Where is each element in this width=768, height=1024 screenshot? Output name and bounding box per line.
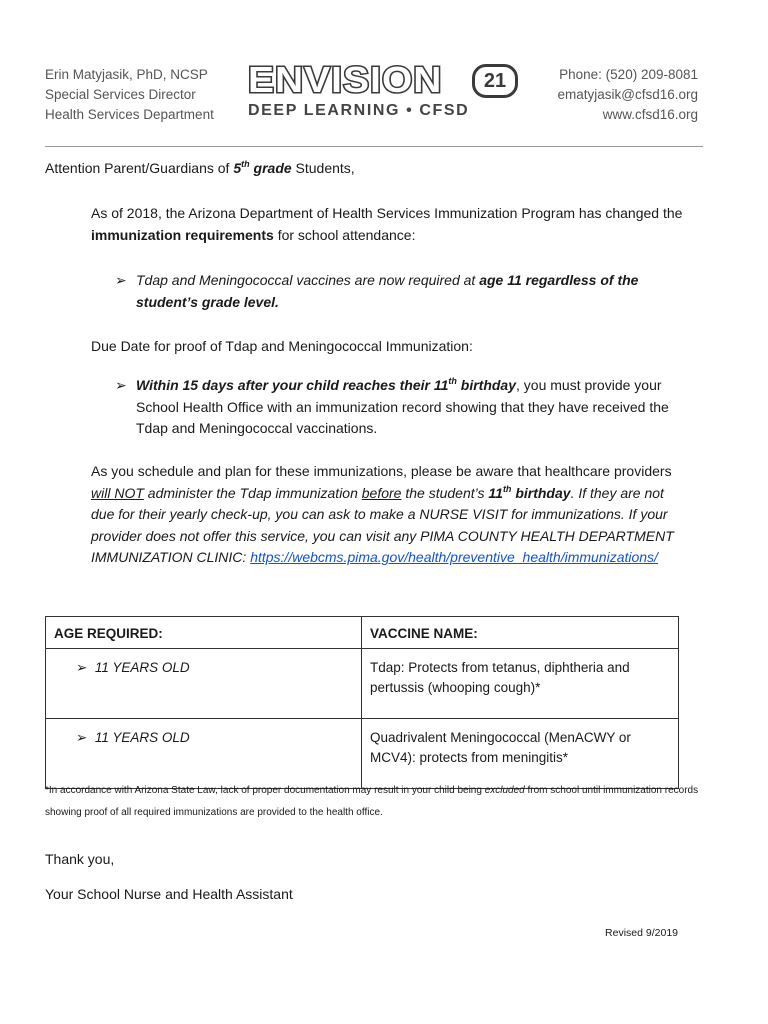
sender-title: Special Services Director — [45, 87, 196, 102]
table-row — [46, 719, 679, 789]
contact-website: www.cfsd16.org — [602, 107, 698, 122]
scheduling-paragraph: As you schedule and plan for these immunizations, please be aware that healthcare providers will NOT administer the Tdap immunization before the student’s 11th birthday. If they are not due for their yearly check-up, you can ask to make a NURSE VISIT for immunizations. If your provider does not offer this service, you can visit any PIMA COUNTY HEALTH DEPARTMENT IMMUNIZATION CLINIC: https://webcms.pima.gov/health/preventive_health/immunizations/ — [91, 463, 674, 565]
logo-badge: 21 — [472, 64, 518, 98]
due-date-bullet: ➢ Within 15 days after your child reaches their 11th birthday, you must provide your School Health Office with an immunization record showing that they have received the Tdap and Meningococcal vaccinations. — [115, 376, 669, 436]
age-cell: ➢ 11 YEARS OLD — [46, 719, 362, 789]
vaccine-cell: Quadrivalent Meningococcal (MenACWY or MCV4): protects from meningitis* — [362, 719, 679, 789]
table-row — [46, 649, 679, 719]
contact-phone: Phone: (520) 209-8081 — [559, 67, 698, 82]
logo-subtitle: DEEP LEARNING • CFSD — [248, 102, 470, 119]
vaccine-header: VACCINE NAME: — [362, 617, 679, 649]
arrow-bullet-icon: ➢ — [76, 660, 88, 675]
arrow-bullet-icon: ➢ — [76, 730, 88, 745]
arrow-bullet-icon: ➢ — [115, 272, 127, 288]
clinic-link[interactable]: https://webcms.pima.gov/health/preventive_health/immunizations/ — [250, 549, 658, 565]
revision-date: Revised 9/2019 — [605, 927, 678, 939]
due-date-heading: Due Date for proof of Tdap and Meningococcal Immunization: — [91, 338, 473, 354]
envision21-logo — [248, 59, 518, 122]
closing-thanks: Thank you, — [45, 851, 115, 867]
header-divider — [45, 146, 703, 147]
sender-name: Erin Matyjasik, PhD, NCSP — [45, 67, 208, 82]
table-header-row — [46, 617, 679, 649]
sender-department: Health Services Department — [45, 107, 214, 122]
closing-signature: Your School Nurse and Health Assistant — [45, 886, 293, 902]
sender-block — [45, 65, 214, 125]
state-law-footnote: *In accordance with Arizona State Law, lack of proper documentation may result in your child being excluded from school until immunization records showing proof of all required immunizations are provided to the health office. — [45, 785, 699, 818]
vaccine-table — [45, 616, 679, 789]
logo-wordmark: ENVISION — [248, 59, 443, 100]
age-header: AGE REQUIRED: — [46, 617, 362, 649]
salutation: Attention Parent/Guardians of 5th grade Students, — [45, 159, 355, 176]
intro-paragraph: As of 2018, the Arizona Department of Health Services Immunization Program has changed the immunization requirements for school attendance: — [91, 205, 683, 243]
contact-email: ematyjasik@cfsd16.org — [557, 87, 698, 102]
requirement-bullet: ➢ Tdap and Meningococcal vaccines are now required at age 11 regardless of the student’s grade level. — [115, 272, 639, 310]
arrow-bullet-icon: ➢ — [115, 377, 127, 393]
age-cell: ➢ 11 YEARS OLD — [46, 649, 362, 719]
contact-block — [557, 65, 698, 125]
vaccine-cell: Tdap: Protects from tetanus, diphtheria and pertussis (whooping cough)* — [362, 649, 679, 719]
